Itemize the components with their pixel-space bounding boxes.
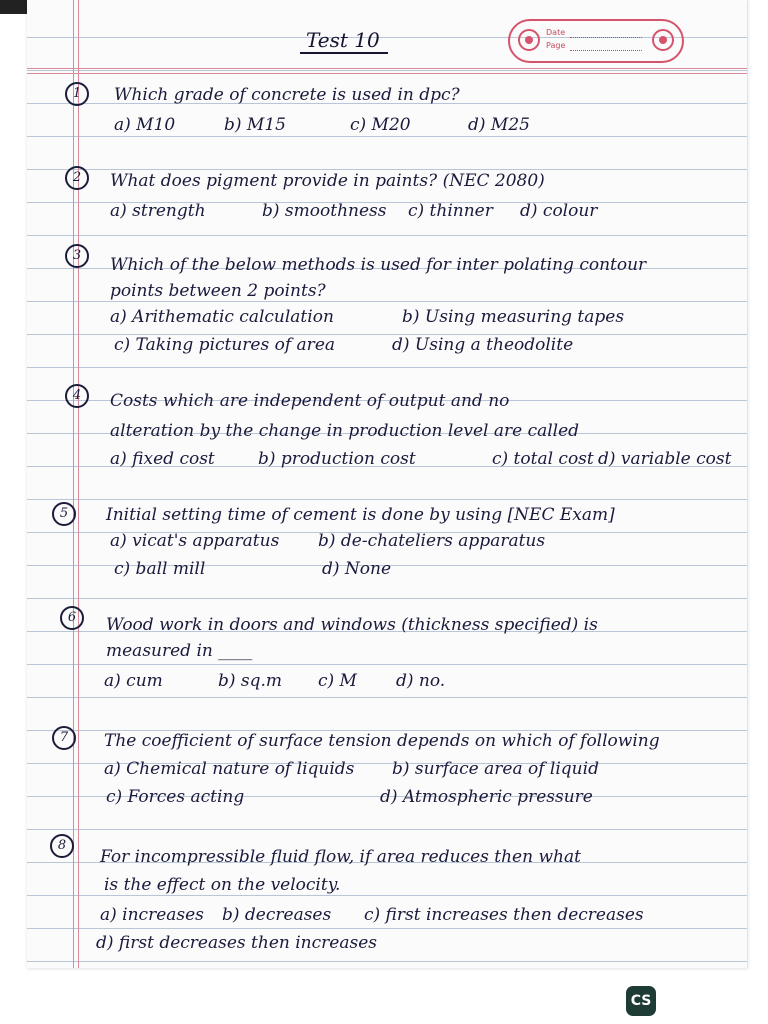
question-text: The coefficient of surface tension depends on which of following: [104, 731, 660, 751]
question-text: For incompressible fluid flow, if area reduces then what: [100, 847, 581, 867]
option: a) Chemical nature of liquids: [104, 759, 355, 779]
option: c) ball mill: [114, 559, 206, 579]
question-text: alteration by the change in production level are called: [110, 421, 580, 441]
date-label: Date: [546, 28, 566, 37]
option: b) production cost: [258, 449, 416, 469]
option: a) cum: [104, 671, 163, 691]
option: a) increases: [100, 905, 204, 925]
option: b) decreases: [222, 905, 332, 925]
date-box-ornament-icon: [518, 29, 540, 51]
question-number: 6: [60, 606, 84, 630]
option: a) vicat's apparatus: [110, 531, 280, 551]
date-page-box: [508, 19, 684, 63]
option: a) M10: [114, 115, 176, 135]
question-number: 3: [65, 244, 89, 268]
question-text: Which of the below methods is used for inter polating contour: [110, 255, 647, 275]
option: b) de-chateliers apparatus: [318, 531, 546, 551]
question-text: Costs which are independent of output and no: [110, 391, 510, 411]
question-text: Wood work in doors and windows (thickness specified) is: [106, 615, 598, 635]
page-label: Page: [546, 41, 566, 50]
option: b) sq.m: [218, 671, 283, 691]
option: d) None: [322, 559, 392, 579]
question-text: points between 2 points?: [110, 281, 326, 301]
question-number: 8: [50, 834, 74, 858]
question-text: Which grade of concrete is used in dpc?: [114, 85, 460, 105]
option: d) M25: [468, 115, 530, 135]
option: b) surface area of liquid: [392, 759, 599, 779]
option: c) total cost: [492, 449, 594, 469]
option: d) colour: [520, 201, 598, 221]
question-text: is the effect on the velocity.: [104, 875, 341, 895]
option: d) Atmospheric pressure: [380, 787, 593, 807]
option: c) Taking pictures of area: [114, 335, 336, 355]
camscanner-logo-icon: CS: [626, 986, 656, 1016]
option: b) Using measuring tapes: [402, 307, 625, 327]
date-box-ornament-icon: [652, 29, 674, 51]
header-line: [27, 68, 747, 69]
question-number: 5: [52, 502, 76, 526]
question-text: What does pigment provide in paints? (NEC 2080): [110, 171, 545, 191]
header-line: [27, 73, 747, 74]
option: d) no.: [396, 671, 446, 691]
question-number: 2: [65, 166, 89, 190]
option: d) first decreases then increases: [96, 933, 377, 953]
option: c) first increases then decreases: [364, 905, 644, 925]
option: b) smoothness: [262, 201, 387, 221]
option: a) strength: [110, 201, 206, 221]
notebook-page: [27, 0, 748, 968]
option: c) Forces acting: [106, 787, 245, 807]
option: d) variable cost: [598, 449, 732, 469]
option: a) Arithematic calculation: [110, 307, 334, 327]
question-text: Initial setting time of cement is done by using [NEC Exam]: [106, 505, 615, 525]
date-blank: [570, 37, 642, 38]
question-number: 1: [65, 82, 89, 106]
option: d) Using a theodolite: [392, 335, 574, 355]
page-title: Test 10: [300, 28, 388, 54]
question-text: measured in ____: [106, 641, 253, 661]
question-number: 4: [65, 384, 89, 408]
margin-line: [73, 0, 74, 968]
option: a) fixed cost: [110, 449, 215, 469]
page-corner: [0, 0, 27, 14]
option: c) thinner: [408, 201, 493, 221]
option: c) M: [318, 671, 357, 691]
question-number: 7: [52, 726, 76, 750]
option: c) M20: [350, 115, 411, 135]
option: b) M15: [224, 115, 286, 135]
page-blank: [570, 50, 642, 51]
margin-line: [78, 0, 79, 968]
